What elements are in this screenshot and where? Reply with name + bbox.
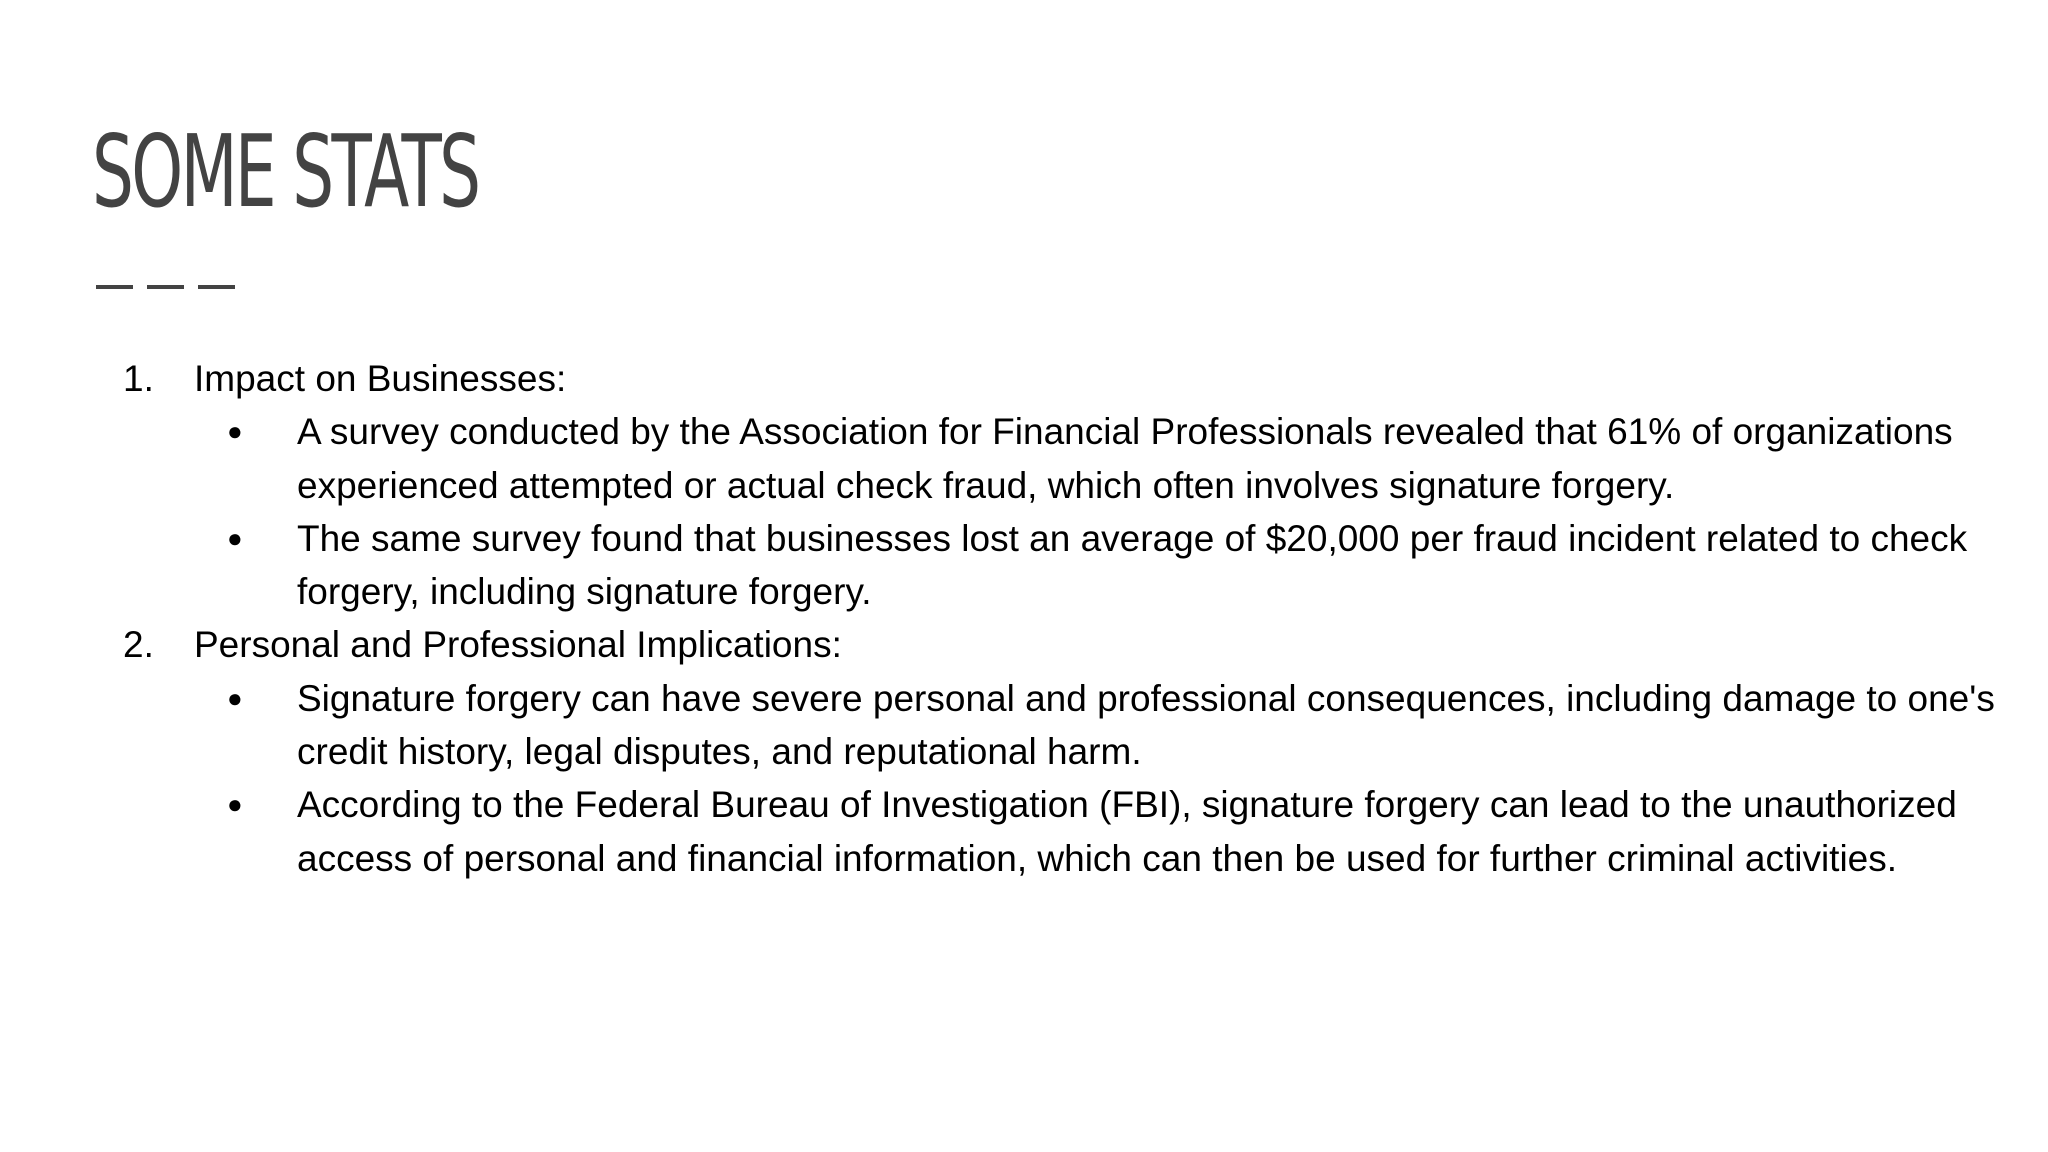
list-item-heading: Personal and Professional Implications:: [194, 624, 842, 666]
list-item-impact-on-businesses: [0, 352, 2048, 405]
list-item-number: 1.: [123, 358, 154, 399]
title-divider: [96, 285, 235, 289]
bullet-item: [0, 672, 2048, 779]
divider-dash: [147, 285, 184, 289]
bullet-icon: ●: [227, 682, 243, 713]
bullet-icon: ●: [227, 789, 243, 820]
bullet-text: The same survey found that businesses lost an average of $20,000 per fraud incident related to check forgery, including signature forgery.: [297, 517, 1968, 613]
stats-list: [0, 352, 2048, 885]
bullet-text: A survey conducted by the Association for Financial Professionals revealed that 61% of organizations experienced attempted or actual check fraud, which often involves signature forgery.: [297, 411, 1953, 506]
bullet-item: [0, 405, 2048, 512]
list-item-number: 2.: [123, 624, 154, 666]
divider-dash: [96, 285, 133, 289]
bullet-text: Signature forgery can have severe personal and professional consequences, including damage to one's credit history, legal disputes, and reputational harm.: [297, 677, 1995, 773]
bullet-text: According to the Federal Bureau of Investigation (FBI), signature forgery can lead to the unauthorized access of personal and financial information, which can then be used for further criminal activities.: [297, 784, 1957, 879]
divider-dash: [198, 285, 235, 289]
list-item-personal-and-professional-implications: [0, 618, 2048, 671]
list-item-heading: Impact on Businesses:: [194, 358, 567, 399]
bullet-item: [0, 512, 2048, 619]
slide-title: SOME STATS: [92, 113, 479, 230]
bullet-item: [0, 778, 2048, 885]
bullet-icon: ●: [227, 416, 243, 447]
bullet-icon: ●: [227, 522, 243, 553]
